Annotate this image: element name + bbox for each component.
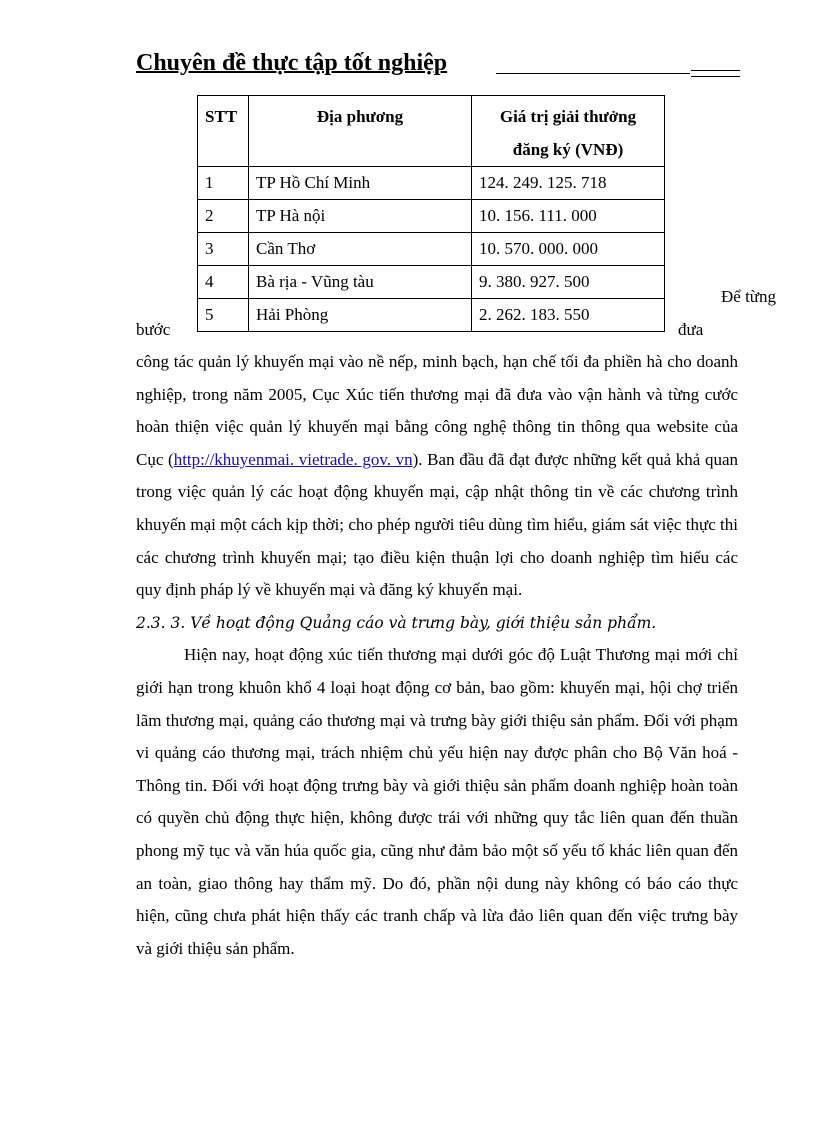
cell-award-value: 10. 570. 000. 000 <box>472 233 665 266</box>
cell-locality: Hải Phòng <box>249 299 472 332</box>
wrap-text-left: bước <box>136 320 171 339</box>
cell-stt: 1 <box>198 167 249 200</box>
cell-award-value: 10. 156. 111. 000 <box>472 200 665 233</box>
cell-stt: 5 <box>198 299 249 332</box>
column-header-award-value-line1: Giá trị giải thưởng <box>499 107 637 126</box>
paragraph-promotion-management <box>136 346 738 607</box>
cell-stt: 2 <box>198 200 249 233</box>
paragraph-advertising: Hiện nay, hoạt động xúc tiến thương mại dưới góc độ Luật Thương mại mới chỉ giới hạn trong khuôn khổ 4 loại hoạt động cơ bản, bao gồm: khuyến mại, hội chợ triển lãm thương mại, quảng cáo thương mại và trưng bày giới thiệu sản phẩm. Đối với phạm vi quảng cáo thương mại, trách nhiệm chủ yếu hiện nay được phân cho Bộ Văn hoá - Thông tin. Đối với hoạt động trưng bày và giới thiệu sản phẩm doanh nghiệp hoàn toàn có quyền chủ động thực hiện, không được trái với những quy tắc liên quan đến thuần phong mỹ tục và văn húa quốc gia, cũng như đảm bảo một số yếu tố khác liên quan đến an toàn, giao thông hay thẩm mỹ. Do đó, phần nội dung này không có báo cáo thực hiện, cũng chưa phát hiện thấy các tranh chấp và lừa đảo liên quan đến việc trưng bày và giới thiệu sản phẩm. <box>136 645 738 958</box>
header-rule <box>691 70 740 71</box>
cell-locality: Bà rịa - Vũng tàu <box>249 266 472 299</box>
cell-award-value: 124. 249. 125. 718 <box>472 167 665 200</box>
page-header <box>136 50 740 80</box>
table-row <box>198 200 665 233</box>
table-header-row <box>198 96 665 167</box>
wrap-text-right: Để từng <box>721 287 777 306</box>
column-header-award-value-line2: đăng ký (VNĐ) <box>512 140 624 159</box>
cell-award-value: 9. 380. 927. 500 <box>472 266 665 299</box>
document-body <box>136 346 738 965</box>
cell-stt: 3 <box>198 233 249 266</box>
column-header-stt: STT <box>198 96 249 167</box>
table-row <box>198 266 665 299</box>
column-header-award-value <box>472 96 665 167</box>
cell-locality: TP Hà nội <box>249 200 472 233</box>
paragraph-text: ). Ban đầu đã đạt được những kết quả khả quan trong việc quản lý các hoạt động khuyến mại, cập nhật thông tin về các chương trình khuyến mại một cách kịp thời; cho phép người tiêu dùng tìm hiểu, giám sát việc thực thi các chương trình khuyến mại; tạo điều kiện thuận lợi cho doanh nghiệp tìm hiểu các quy định pháp lý về khuyến mại và đăng ký khuyến mại. <box>136 449 739 600</box>
header-rule <box>496 73 690 74</box>
cell-award-value: 2. 262. 183. 550 <box>472 299 665 332</box>
cell-locality: TP Hồ Chí Minh <box>249 167 472 200</box>
award-value-table <box>197 95 665 332</box>
table-row <box>198 167 665 200</box>
paragraph-text: công tác quản lý khuyến mại vào nề nếp, minh bạch, hạn chế tối đa phiền hà cho doanh nghiệp, trong năm 2005, Cục Xúc tiến thương mại đã đưa vào vận hành và từng cước hoàn thiện việc quản lý khuyến mại bằng công nghệ thông tin thông qua website của Cục ( <box>136 352 738 469</box>
header-rule <box>691 76 740 77</box>
section-heading: 2.3. 3. Về hoạt động Quảng cáo và trưng bày, giới thiệu sản phẩm. <box>136 613 657 632</box>
cell-stt: 4 <box>198 266 249 299</box>
cell-locality: Cần Thơ <box>249 233 472 266</box>
page-title: Chuyên đề thực tập tốt nghiệp <box>136 50 448 76</box>
wrap-text-right: đưa <box>678 320 704 339</box>
table-row <box>198 233 665 266</box>
table-row <box>198 299 665 332</box>
column-header-locality: Địa phương <box>249 96 472 167</box>
website-link[interactable]: http://khuyenmai. vietrade. gov. vn <box>173 449 413 469</box>
